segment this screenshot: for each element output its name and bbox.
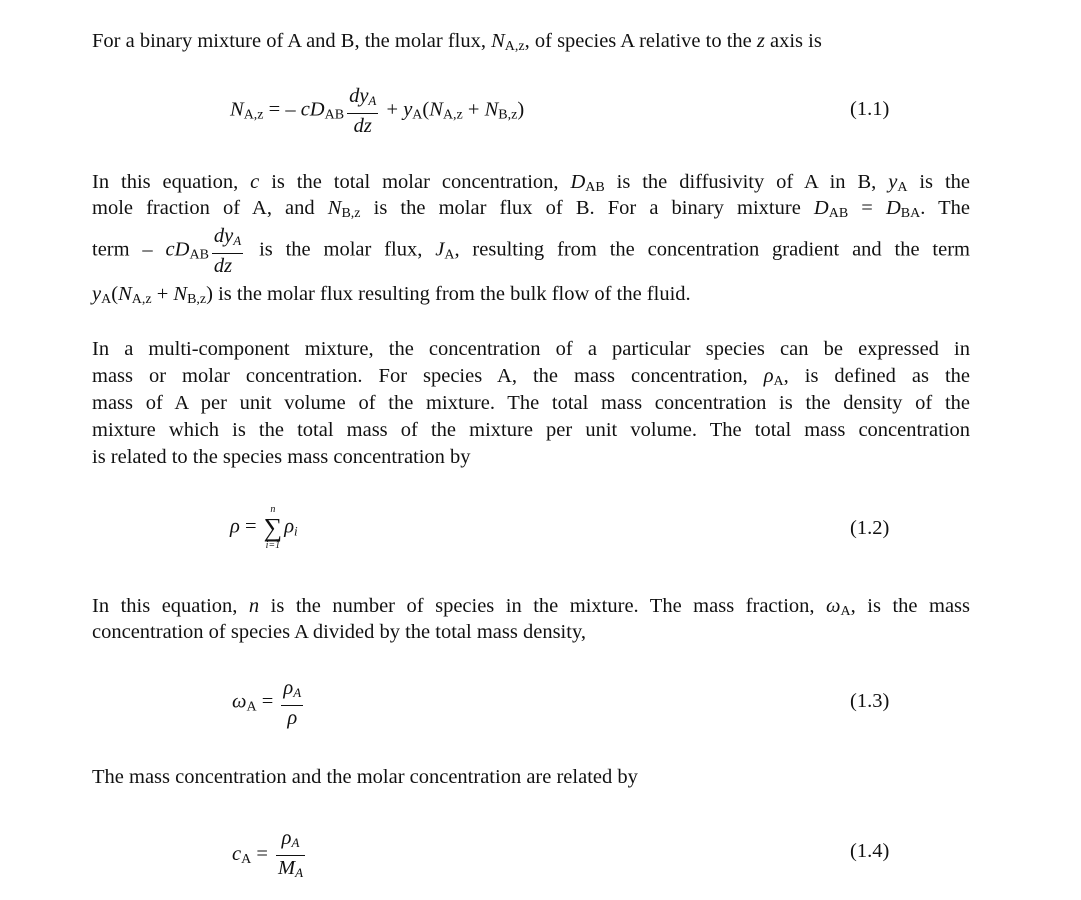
text-fragment: y xyxy=(403,98,413,121)
text-fragment: is the total molar concentration, xyxy=(259,171,571,193)
text-fragment: ρ xyxy=(763,365,774,387)
text-fragment: N xyxy=(429,98,443,121)
text-line xyxy=(92,444,970,471)
text-fragment: B,z xyxy=(498,107,518,123)
text-fragment: = xyxy=(239,515,262,538)
text-fragment: In this equation, xyxy=(92,171,251,193)
text-fragment: y xyxy=(888,171,898,193)
equation xyxy=(232,676,306,730)
numerator xyxy=(276,826,305,856)
text-fragment: N xyxy=(491,30,505,52)
text-fragment: A xyxy=(233,233,242,248)
text-fragment: In a multi-component mixture, the concentration of a particular species can be expressed in xyxy=(92,338,970,360)
equation xyxy=(232,826,308,885)
text-fragment: + xyxy=(151,283,174,305)
text-fragment: N xyxy=(173,283,188,305)
text-fragment: ρ xyxy=(230,515,240,538)
text-fragment: = xyxy=(848,197,886,219)
text-fragment: dz xyxy=(213,255,233,277)
text-fragment: N xyxy=(230,98,244,121)
fraction xyxy=(347,84,378,138)
text-fragment: term – xyxy=(92,238,166,261)
denominator xyxy=(281,706,303,730)
text-fragment: is the molar flux of B. For a binary mixture xyxy=(360,197,814,219)
text-fragment: is the number of species in the mixture. The mass fraction, xyxy=(259,595,827,617)
text-fragment: N xyxy=(327,197,342,219)
denominator xyxy=(276,856,305,885)
text-fragment: N xyxy=(484,98,499,121)
equation xyxy=(230,504,298,552)
text-fragment: In this equation, xyxy=(92,595,249,617)
text-fragment: A,z xyxy=(442,107,463,123)
sum-upper-limit: n xyxy=(270,504,276,515)
text-fragment: ω xyxy=(826,595,841,617)
text-line xyxy=(92,195,970,227)
text-fragment: ρ xyxy=(287,707,298,729)
text-fragment: A xyxy=(897,180,908,195)
text-fragment: i xyxy=(294,523,298,539)
sum-lower-limit: i=1 xyxy=(265,540,281,551)
equation-number: (1.3) xyxy=(850,690,890,712)
text-fragment: concentration of species A divided by the total mass density, xyxy=(92,621,586,643)
text-fragment: z xyxy=(756,30,765,52)
text-fragment: N xyxy=(118,283,132,305)
text-fragment: ) is the molar flux resulting from the bulk flow of the fluid. xyxy=(206,283,691,305)
text-fragment: A xyxy=(295,865,304,880)
text-fragment: ) xyxy=(517,98,525,121)
summation xyxy=(264,504,283,552)
text-fragment: D xyxy=(570,171,586,193)
text-fragment: AB xyxy=(324,107,345,123)
denominator xyxy=(212,254,243,278)
text-fragment: = xyxy=(251,843,274,866)
numerator xyxy=(347,84,378,114)
text-fragment: A,z xyxy=(504,39,525,54)
text-fragment: ( xyxy=(422,98,430,121)
text-fragment: mass of A per unit volume of the mixture. The total mass concentration is the density of the xyxy=(92,392,970,414)
sigma-symbol: ∑ xyxy=(263,513,283,542)
text-fragment: A xyxy=(241,852,252,868)
text-fragment: n xyxy=(248,595,260,617)
numerator xyxy=(212,224,243,254)
text-fragment: = xyxy=(256,690,279,713)
text-fragment: ρ xyxy=(283,677,294,699)
text-fragment: ρ xyxy=(281,827,292,849)
text-fragment: A xyxy=(291,835,300,850)
text-fragment: is the molar flux, xyxy=(246,238,436,261)
text-fragment: mole fraction of A, and xyxy=(92,197,328,219)
numerator xyxy=(281,676,303,706)
text-fragment: , resulting from the concentration gradient and the term xyxy=(454,238,970,261)
denominator xyxy=(347,114,378,138)
text-fragment: mass or molar concentration. For species A, the mass concentration, xyxy=(92,365,764,387)
text-fragment: is the diffusivity of A in B, xyxy=(604,171,889,193)
text-line xyxy=(92,764,970,791)
text-fragment: . The xyxy=(920,197,970,219)
text-fragment: cD xyxy=(165,238,190,261)
equation xyxy=(230,84,524,138)
text-fragment: ω xyxy=(232,690,247,713)
text-fragment: y xyxy=(92,283,102,305)
text-line xyxy=(92,281,970,313)
text-fragment: axis is xyxy=(764,30,822,52)
text-fragment: D xyxy=(813,197,829,219)
text-fragment: A xyxy=(840,604,851,619)
fraction xyxy=(212,224,243,278)
text-line xyxy=(92,224,970,281)
text-fragment: , is defined as the xyxy=(783,365,971,387)
text-fragment: ( xyxy=(111,283,119,305)
text-fragment: dz xyxy=(353,115,372,137)
text-fragment: A,z xyxy=(131,292,152,307)
text-fragment: cD xyxy=(300,98,325,121)
text-fragment: is related to the species mass concentration by xyxy=(92,446,471,468)
equation-number: (1.4) xyxy=(850,840,890,862)
text-line xyxy=(92,417,970,444)
text-fragment: The mass concentration and the molar concentration are related by xyxy=(92,766,638,788)
text-fragment: + xyxy=(381,98,404,121)
text-line xyxy=(92,28,970,60)
text-fragment: A xyxy=(412,107,423,123)
text-fragment: A xyxy=(293,685,302,700)
text-fragment: , is the mass xyxy=(850,595,971,617)
text-fragment: A xyxy=(368,93,377,108)
text-fragment: AB xyxy=(585,180,605,195)
fraction xyxy=(276,826,305,885)
text-line xyxy=(92,390,970,417)
text-fragment: A xyxy=(246,699,257,715)
text-fragment: D xyxy=(885,197,901,219)
text-fragment: is the xyxy=(907,171,970,193)
text-fragment: , of species A relative to the xyxy=(524,30,757,52)
text-fragment: A xyxy=(773,374,784,389)
text-fragment: dy xyxy=(349,85,369,107)
text-fragment: mixture which is the total mass of the mixture per unit volume. The total mass concentration xyxy=(92,419,970,441)
text-fragment: + xyxy=(462,98,485,121)
text-fragment: dy xyxy=(213,225,234,247)
text-fragment: B,z xyxy=(341,206,361,221)
text-fragment: c xyxy=(250,171,260,193)
text-line xyxy=(92,336,970,363)
text-fragment: = – xyxy=(263,98,301,121)
fraction xyxy=(281,676,303,730)
text-fragment: A,z xyxy=(243,107,264,123)
text-fragment: M xyxy=(278,857,296,879)
text-fragment: AB xyxy=(189,247,209,263)
text-line xyxy=(92,619,970,646)
text-fragment: c xyxy=(232,843,242,866)
text-fragment: ρ xyxy=(284,515,295,538)
text-fragment: A xyxy=(444,247,455,263)
text-fragment: J xyxy=(435,238,445,261)
text-fragment: For a binary mixture of A and B, the molar flux, xyxy=(92,30,492,52)
text-fragment: A xyxy=(101,292,112,307)
equation-number: (1.2) xyxy=(850,517,890,539)
equation-number: (1.1) xyxy=(850,98,890,120)
text-fragment: BA xyxy=(900,206,921,221)
text-fragment: B,z xyxy=(187,292,207,307)
text-fragment: AB xyxy=(828,206,849,221)
